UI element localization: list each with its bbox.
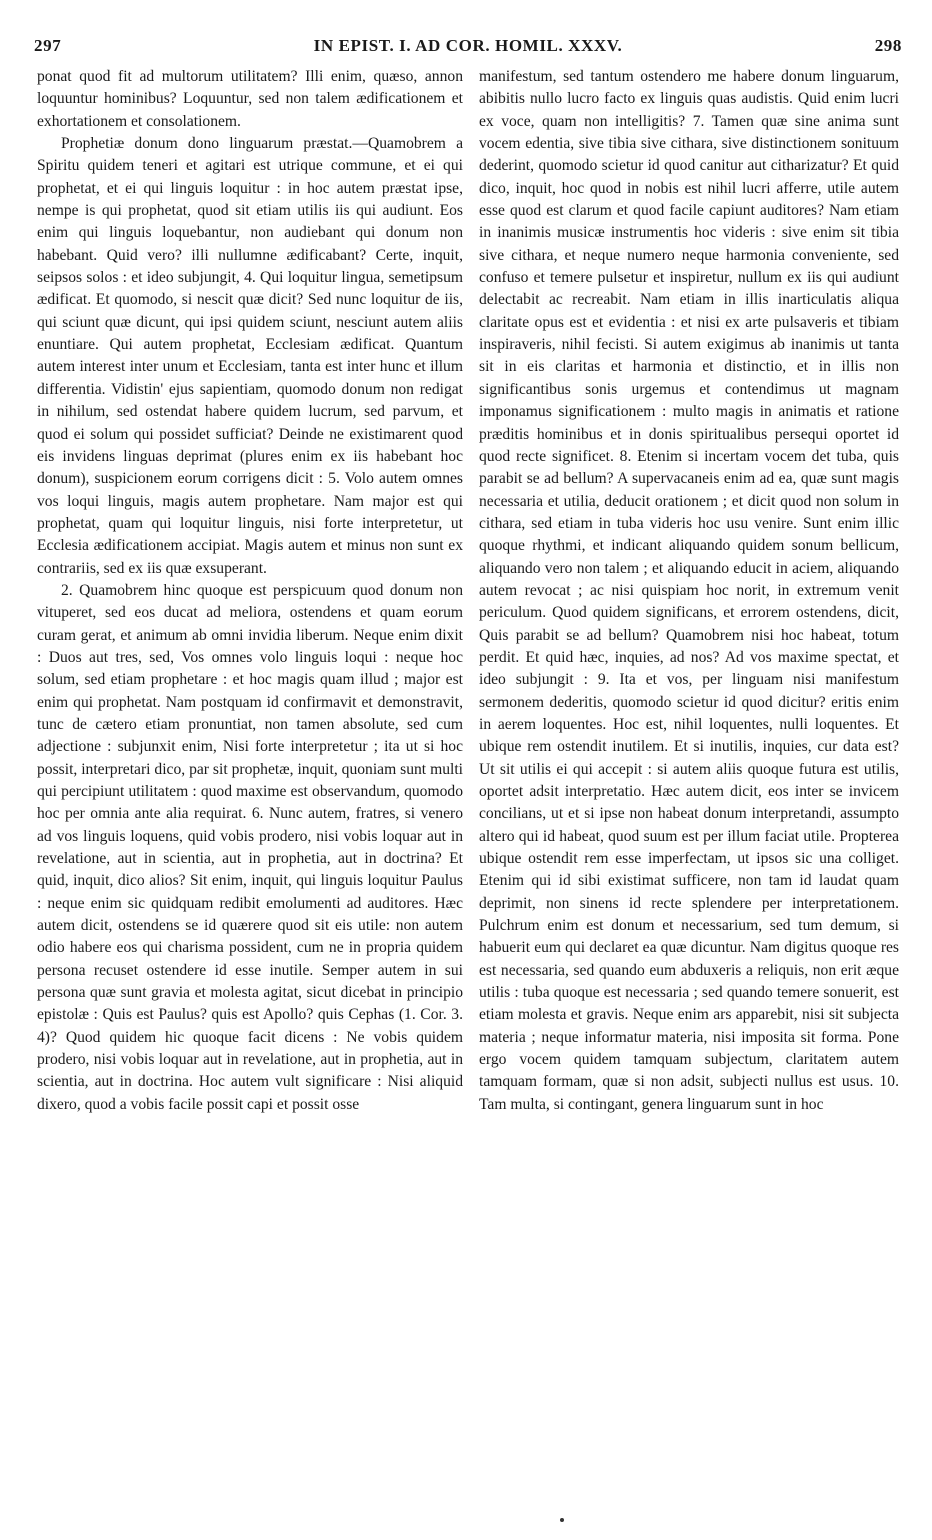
right-paragraph-1: manifestum, sed tantum ostendero me habere donum linguarum, abibitis nullo lucro facto ex linguis quas audistis. Quid enim lucri ex voce, quam non intelligitis? 7. Tamen quæ sine anima sunt vocem edentia, sive tibia sive cithara, sive distinctionem sonituum dederint, quomodo scietur id quod canitur aut citharizatur? Et quid dico, inquit, hoc quod in nobis est nihil lucri afferre, utile autem esse quod est clarum et quod facile capiunt auditores? Nam etiam in inanimis musicæ instrumentis hoc videris : sive enim sit tibia sive cithara, et neque numero neque harmonia conveniente, sed confuso et temere pulsetur et inspiretur, nullum ex iis qui audiunt delectabit ac recreabit. Nam etiam in illis inarticulatis aliqua claritate opus est et evidentia : et nisi ex arte pulsaveris et tibiam inspiraveris, nihil fecisti. Si autem exigimus ab inanimis ut tanta sit in eis claritas et harmonia et distinctio, et in illis non significantibus sonis urgemus et contendimus ut magnam imponamus significationem : multo magis in animatis et ratione præditis hominibus et in donis spiritualibus persequi oportet id quod recte significet. 8. Etenim si incertam vocem det tuba, quis parabit se ad bellum? A supervacaneis enim ad ea, quæ sunt magis necessaria et utilia, deducit orationem ; et dicit quod non solum in cithara, sed etiam in tuba videris hoc usu venire. Sunt enim illic quoque rhythmi, et indicant aliquando quidem sonum bellicum, aliquando vero non talem ; et aliquando educit in aciem, aliquando autem revocat ; ac nisi quispiam hoc norit, in extremum venit periculum. Quod quidem significans, et errorem ostendens, dicit, Quis parabit se ad bellum? Quamobrem nisi hoc habeat, totum perdit. Et quid hæc, inquies, ad nos? Ad vos maxime spectat, et ideo subjungit : 9. Ita et vos, per linguam nisi manifestum sermonem dederitis, quomodo scietur id quod dicitur? eritis enim in aerem loquentes. Hoc est, nihil loquentes, nulli loquentes. Et ubique rem ostendit inutilem. Et si inutilis, inquies, cur data est? Ut sit utilis ei qui accepit : si autem aliis quoque futura est utilis, oportet adsit interpretatio. Hæc autem dicit, eos inter se invicem concilians, ut et si ipse non habeat donum interpretandi, assumpto altero qui id habeat, quod suum est per illum faciat utile. Propterea ubique ostendit rem esse imperfectam, ut ipsos sic una colliget. Etenim qui id sibi existimat sufficere, non tam id laudat quam deprimit, non sinens id recte splendere per interpretationem. Pulchrum enim est donum et necessarium, sed tum demum, si habuerit eum qui declaret ea quæ dicuntur. Nam digitus quoque res est necessaria, sed quando eum abduxeris a reliquis, non erit æque utilis : tuba quoque est necessaria ; sed quando temere sonuerit, est etiam molesta et gravis. Neque enim ars apparebit, nisi sit subjecta materia ; neque informatur materia, nisi imposita sit forma. Pone ergo vocem quidem tamquam subjectum, claritatem autem tamquam formam, quæ si non adsit, subjecti nullus est usus. 10. Tam multa, si contingant, genera linguarum sunt in hoc <box>479 68 899 1113</box>
right-column <box>479 66 899 1116</box>
page-header <box>34 30 902 60</box>
page-number-right: 298 <box>874 36 902 55</box>
left-paragraph-2: Prophetiæ donum dono linguarum præstat.—Quamobrem a Spiritu quidem teneri et agitari est utrique commune, et ei qui prophetat, et ei qui linguis loquitur : in hoc autem præstat ipse, nempe is qui prophetat, quod sit etiam utilis iis qui audiunt. Eos enim qui linguis loquebantur, non audiebant qui donum non habebant. Quid vero? illi nullumne ædificabant? Certe, inquit, seipsos solos : et ideo subjungit, 4. Qui loquitur lingua, semetipsum ædificat. Et quomodo, si nescit quæ dicit? Sed nunc loquitur de iis, qui sciunt quæ dicunt, qui ipsi quidem sciunt, nesciunt autem aliis enuntiare. Qui autem prophetat, Ecclesiam ædificat. Quantum autem interest inter unum et Ecclesiam, tanta est inter hunc et illum differentia. Vidistin' ejus sapientiam, quomodo donum non redigat in nihilum, sed ostendat habere quidem lucrum, sed parvum, et quod ei solum qui possidet sufficiat? Deinde ne existimarent quod eis invidens linguas deprimat (plures enim ex iis habebant hoc donum), suspicionem eorum corrigens dicit : 5. Volo autem omnes vos loqui linguis, magis autem prophetare. Nam major est qui prophetat, quam qui loquitur linguis, nisi forte interpretetur, ut Ecclesia ædificationem accipiat. Magis autem et minus non sunt ex contrariis, sed ex iis quæ exsuperant. <box>37 135 463 577</box>
running-title: IN EPIST. I. AD COR. HOMIL. XXXV. <box>313 36 623 55</box>
page-number-left: 297 <box>34 36 62 55</box>
footer-dot <box>560 1518 564 1522</box>
left-paragraph-3: 2. Quamobrem hinc quoque est perspicuum quod donum non vituperet, sed eos ducat ad meliora, ostendens et quam eorum curam gerat, et animum ab omni invidia liberum. Neque enim dixit : Duos aut tres, sed, Vos omnes volo linguis loqui : neque hoc solum, sed etiam prophetare : et hoc magis quam illud ; major est enim qui prophetat. Nam postquam id confirmavit et demonstravit, tunc de cætero etiam pronuntiat, non tamen absolute, sed cum adjectione : subjunxit enim, Nisi forte interpretetur ; ita ut si hoc possit, interpretari dico, par sit prophetæ, inquit, quoniam sunt multi qui percipiunt utilitatem : quod maxime est observandum, quomodo hoc per omnia ante alia requirat. 6. Nunc autem, fratres, si venero ad vos linguis loquens, quid vobis prodero, nisi vobis loquar aut in revelatione, aut in scientia, aut in prophetia, aut in doctrina? Et quid, inquit, dico alios? Sit enim, inquit, qui linguis loquitur Paulus : neque enim sic quidquam redibit emolumenti ad auditores. Hæc autem dicit, ostendens se id quærere quod sit eis utile: non autem odio habere eos qui charisma possident, cum ne in propria quidem persona recuset ostendere id esse inutile. Semper autem in sui persona quæ sunt gravia et molesta agitat, sicut dicebat in principio epistolæ : Quis est Paulus? quis est Apollo? quis Cephas (1. Cor. 3. 4)? Quod quidem hic quoque facit dicens : Ne vobis quidem prodero, nisi vobis loquar aut in revelatione, aut in prophetia, aut in scientia, aut in doctrina. Hoc autem vult significare : Nisi aliquid dixero, quod a vobis facile possit capi et possit osse <box>37 581 463 1113</box>
left-column <box>37 66 463 1116</box>
left-paragraph-1: ponat quod fit ad multorum utilitatem? Illi enim, quæso, annon loquuntur hominibus? Loquuntur, sed non talem ædificationem et exhortationem et consolationem. <box>37 68 463 130</box>
